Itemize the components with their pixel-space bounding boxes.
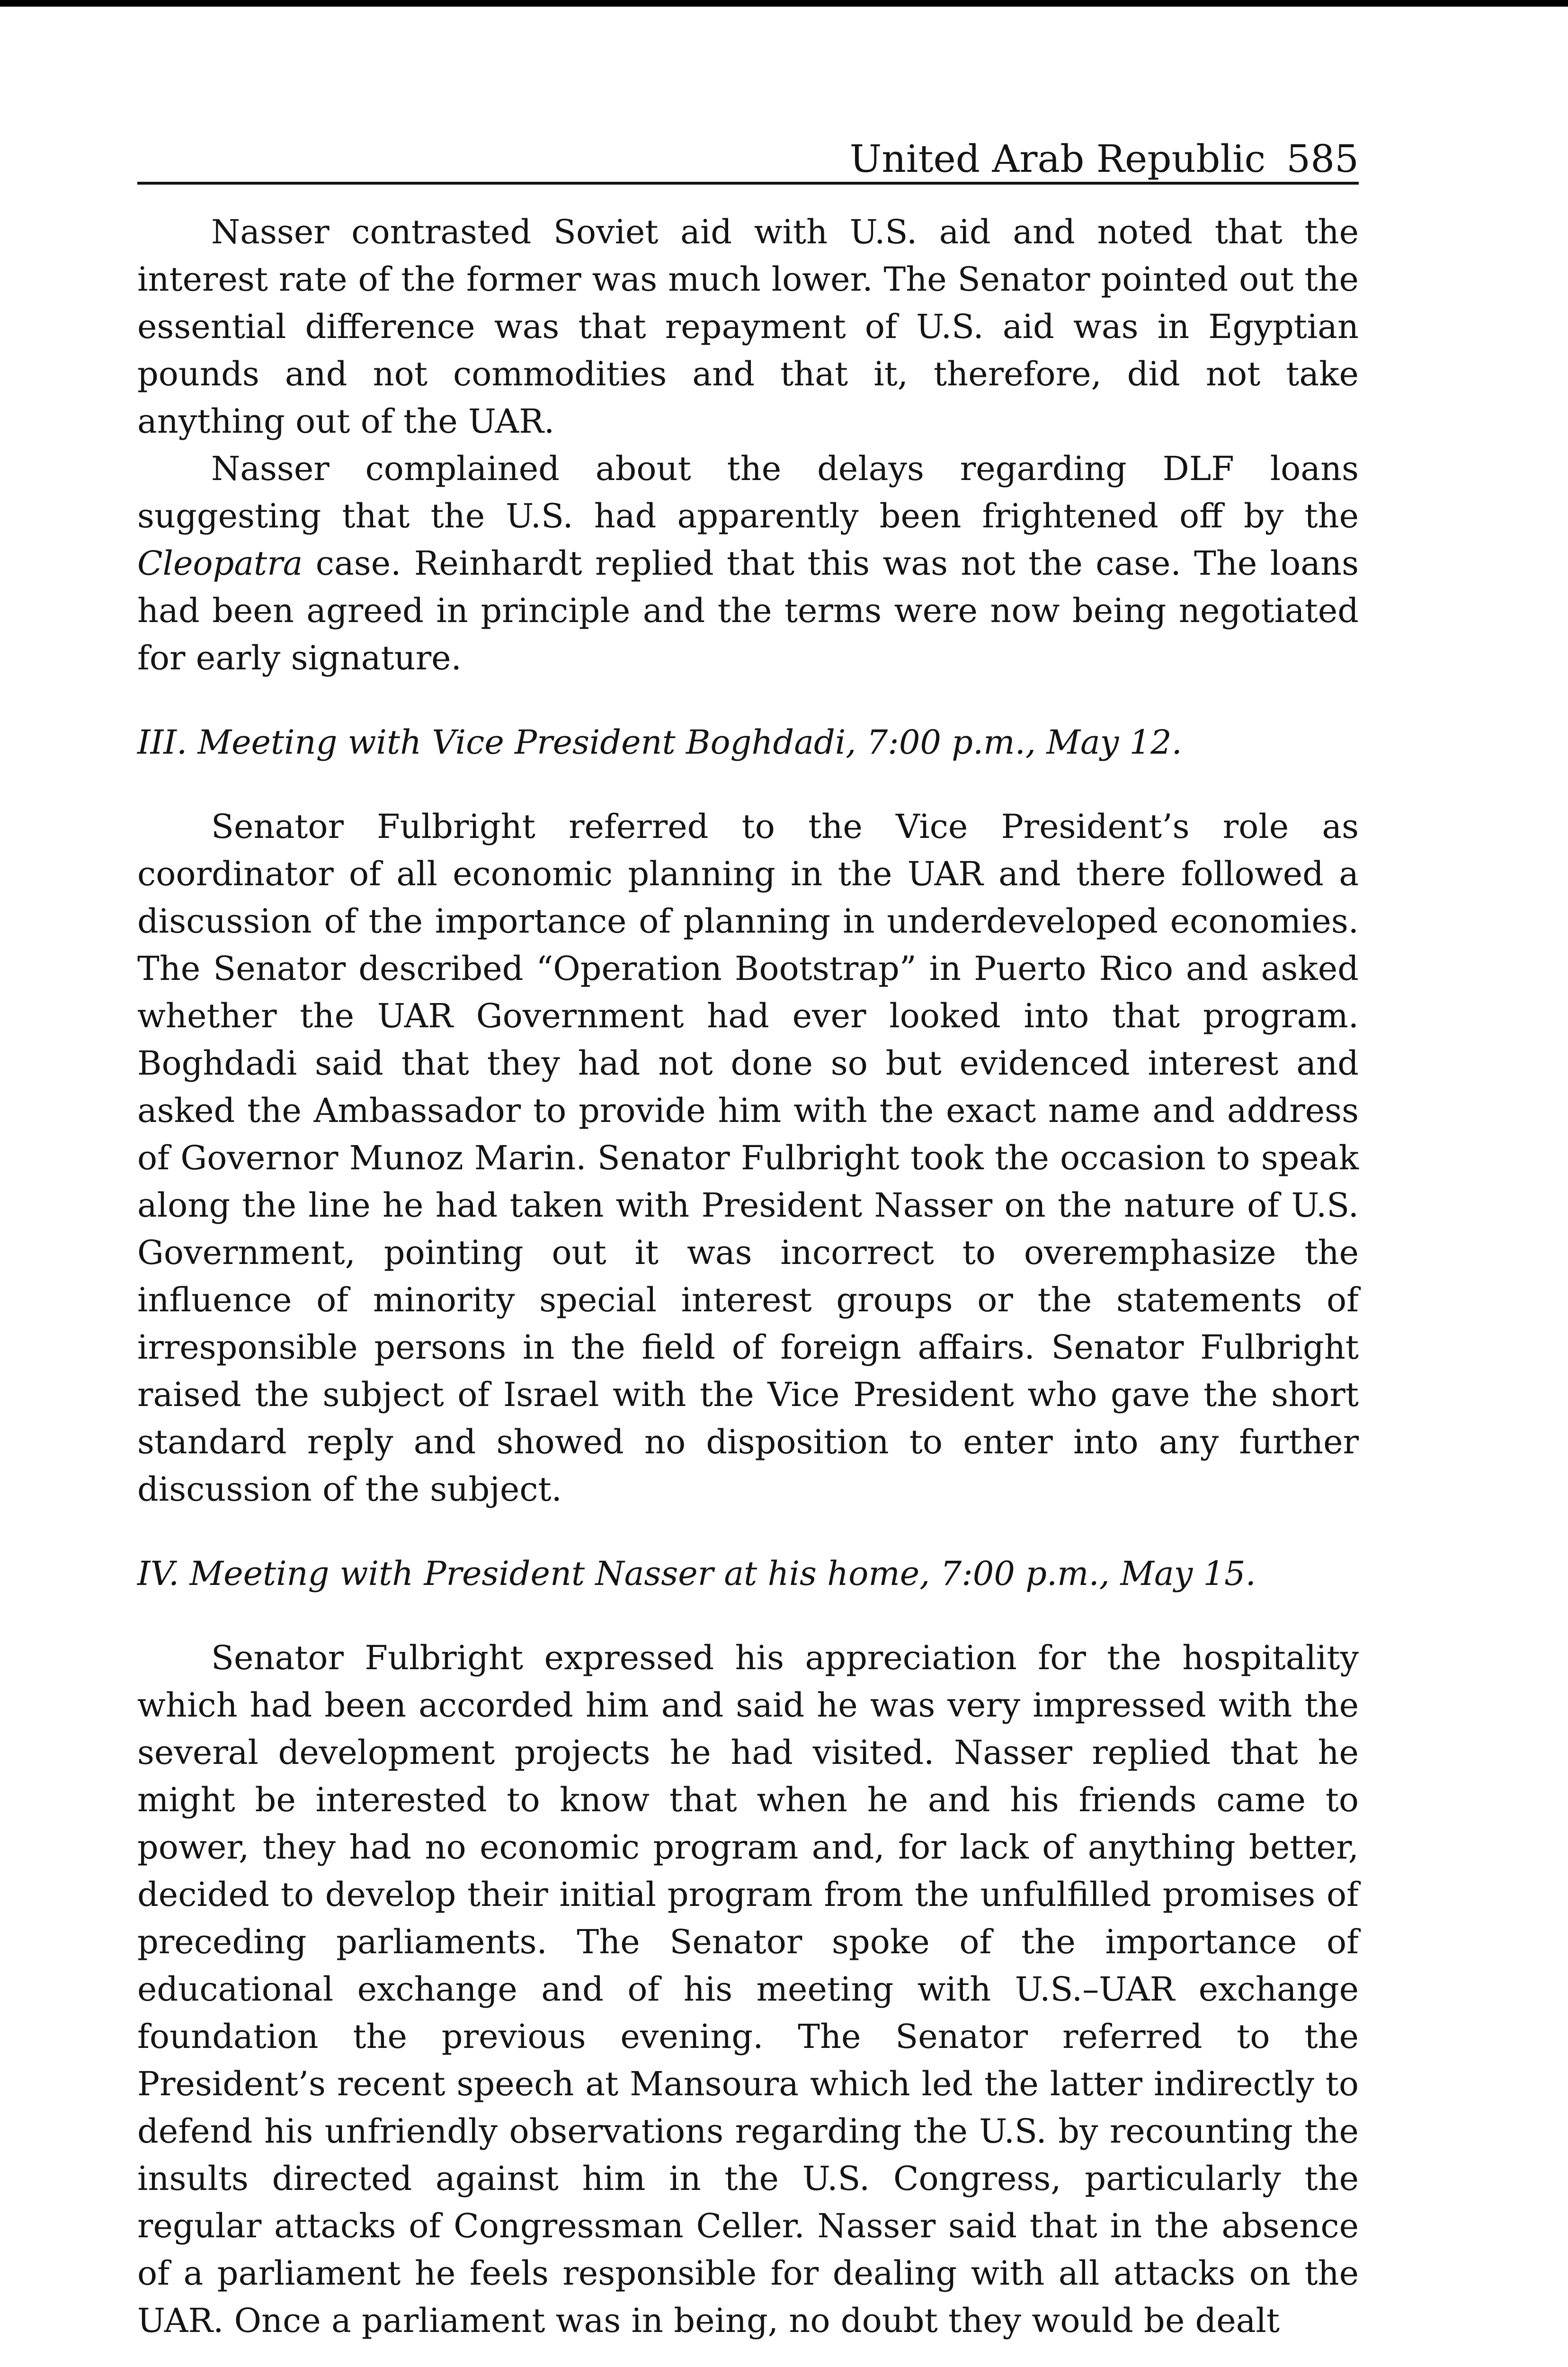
paragraph-soviet-aid: Nasser contrasted Soviet aid with U.S. aid and noted that the interest rate of the former was much lower. The Senator pointed out the essential difference was that repayment of U.S. aid was in Egyptian pounds and not commodities and that it, therefore, did not take anything out of the UAR. — [137, 213, 1359, 441]
document-page — [137, 137, 1359, 2344]
paragraph-dlf-loans-text-end: case. Reinhardt replied that this was not the case. The loans had been agreed in principle and the terms were now being negotiated for early signature. — [137, 544, 1359, 677]
running-header — [137, 137, 1359, 185]
page-number: 585 — [1286, 137, 1359, 181]
running-title: United Arab Republic — [849, 137, 1266, 181]
section-heading-boghdadi-meeting: III. Meeting with Vice President Boghdadi, 7:00 p.m., May 12. — [137, 723, 1182, 762]
body-text — [137, 208, 1359, 2344]
paragraph-dlf-loans-text-start: Nasser complained about the delays regarding DLF loans suggesting that the U.S. had apparently been frightened off by the — [137, 449, 1359, 535]
paragraph-dlf-loans — [137, 445, 1359, 682]
cleopatra-italic: Cleopatra — [137, 544, 303, 583]
page-top-edge — [0, 0, 1568, 7]
paragraph-nasser-home-meeting: Senator Fulbright expressed his appreciation for the hospitality which had been accorded him and said he was very impressed with the several development projects he had visited. Nasser replied that he might be interested to know that when he and his friends came to power, they had no economic program and, for lack of anything better, decided to develop their initial program from the unfulfilled promises of preceding parliaments. The Senator spoke of the importance of educational exchange and of his meeting with U.S.–UAR exchange foundation the previous evening. The Senator referred to the President’s recent speech at Mansoura which led the latter indirectly to defend his unfriendly observations regarding the U.S. by recounting the insults directed against him in the U.S. Congress, particularly the regular attacks of Congressman Celler. Nasser said that in the absence of a parliament he feels responsible for dealing with all attacks on the UAR. Once a parliament was in being, no doubt they would be dealt — [137, 1638, 1359, 2340]
paragraph-boghdadi-meeting: Senator Fulbright referred to the Vice President’s role as coordinator of all economic planning in the UAR and there followed a discussion of the importance of planning in underdeveloped economies. The Senator described “Operation Bootstrap” in Puerto Rico and asked whether the UAR Government had ever looked into that program. Boghdadi said that they had not done so but evidenced interest and asked the Ambassador to provide him with the exact name and address of Governor Munoz Marin. Senator Fulbright took the occasion to speak along the line he had taken with President Nasser on the nature of U.S. Government, pointing out it was incorrect to overemphasize the influence of minority special interest groups or the statements of irresponsible persons in the field of foreign affairs. Senator Fulbright raised the subject of Israel with the Vice President who gave the short standard reply and showed no disposition to enter into any further discussion of the subject. — [137, 807, 1359, 1509]
section-heading-nasser-home-meeting: IV. Meeting with President Nasser at his home, 7:00 p.m., May 15. — [137, 1554, 1256, 1593]
